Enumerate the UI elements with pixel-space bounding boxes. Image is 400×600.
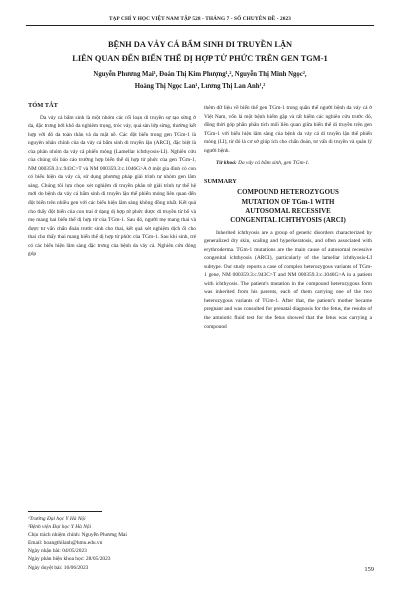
- abstract-paragraph: Da vảy cá bẩm sinh là một nhóm các rối loạn di truyền sự tạo sừng ở da, đặc trưng bởi khô da nghiêm trọng, tróc vảy, quá sản lớp sừng, thường kết hợp với đỏ da toàn thân và da mặt nề. Các đột biến trong gen TGm-1 là nguyên nhân chính của da vảy cá bẩm sinh di truyền lặn (ARCI), đặc biệt là của phân nhóm da vảy cá phiến mỏng (Lamellar ichthyosis-LI). Nghiên cứu của chúng tôi báo cáo trường hợp biến thể dị hợp tử phức của gen TGm-1, NM 000359.3:c.943C>T và NM 000359.3:c.1046G>A ở một gia đình có con có biểu hiện da vảy cá, sử dụng phương pháp giải trình tự nhóm gen lâm sàng. Chúng tôi lựa chọn xét nghiệm di truyền phân tử giải trình tự thế hệ mới do bệnh da vảy cá bẩm sinh di truyền lặn thể phiến mỏng liên quan đến đột biến trên nhiều gen với các biểu hiện lâm sàng không đồng nhất. Kết quả cho thấy đột biến của con trai ở dạng dị hợp tử phức được di truyền từ bố và mẹ mang hai biến thể dị hợp tử của TGm-1. Sau đó, người mẹ mang thai và được tư vấn chẩn đoán trước sinh cho thai, kết quả xét nghiệm dịch ối cho thai cho thấy thai mang biến thể dị hợp tử phức của TGm-1. Sau khi sinh, trẻ có các biểu hiện lâm sàng đặc trưng của bệnh da vảy cá. Nghiên cứu đóng góp: [28, 114, 196, 258]
- left-column: [28, 102, 196, 259]
- affiliation-2: ²Bệnh viện Đại học Y Hà Nội: [28, 524, 92, 531]
- article-title: [20, 38, 380, 66]
- responsible-author: Chịu trách nhiệm chính: Nguyễn Phương Mai: [28, 532, 127, 539]
- affiliation-1: ¹Trường Đại học Y Hà Nội: [28, 516, 86, 522]
- right-column: [204, 104, 372, 331]
- english-title-line-1: COMPOUND HETEROZYGOUS: [237, 189, 339, 197]
- english-title: [204, 188, 372, 225]
- author-list: [20, 69, 380, 93]
- keywords: [204, 159, 372, 168]
- date-reviewed: Ngày phản biện khoa học: 28/05/2023: [28, 556, 111, 563]
- english-title-line-4: CONGENITAL ICHTHYOSIS (ARCI): [230, 217, 346, 225]
- footnotes: [28, 515, 196, 572]
- journal-header: TẠP CHÍ Y HỌC VIỆT NAM TẬP 528 - THÁNG 7 - SỐ CHUYÊN ĐỀ - 2023: [109, 16, 291, 22]
- header-divider: [26, 25, 374, 26]
- author-line-2: Hoàng Thị Ngọc Lan¹, Lương Thị Lan Anh¹,²: [134, 83, 266, 90]
- abstract-continuation: thêm dữ liệu về biến thể gen TGm-1 trong quần thể người bệnh da vảy cá ở Việt Nam, vốn là một bệnh hiếm gặp và rất hiếm các nghiên cứu trước đó, đồng thời góp phần phân tích mối liên quan giữa biến thể di truyền trên gen TGm-1 với biểu hiện lâm sàng của bệnh da vảy cá di truyền lặn thể phiến mỏng (LI), từ đó là cơ sở giúp ích cho chẩn đoán, tư vấn di truyền và quản lý người bệnh.: [204, 105, 372, 154]
- footnote-divider: [28, 511, 102, 512]
- keywords-text: Da vảy cá bẩm sinh, gen TGm-1.: [238, 160, 310, 167]
- date-accepted: Ngày duyệt bài: 16/06/2023: [28, 564, 89, 571]
- summary-paragraph: Inherited ichthyosis are a group of genetic disorders characterized by generalized dry skin, scaling and hyperkeratosis, and often associated with erythroderma. TGm-1 mutations are the main cause of autosomal recessive congenital ichthyosis (ARCI), particularly of the lamellar ichthyosis-LI subtype. Our study reports a case of complex heterozygous variants of TGm-1 gene, NM 000359.3:c.943C>T and NM 000359.3:c.1046G>A in a patient with ichthyosis. The patient's mutation in the compound heterozygous form was inherited from his parents, each of them carrying one of the two heterozygous variants of TGm-1. After that, the patient's mother became pregnant and was consulted for prenatal diagnosis for the fetus, the results of the amniotic fluid test for the fetus showed that the fetus was carrying a compound: [204, 229, 372, 330]
- article-title-line-1: BỆNH DA VẢY CÁ BẨM SINH DI TRUYỀN LẶN: [107, 40, 293, 49]
- summary-heading: SUMMARY: [204, 177, 237, 185]
- keywords-label: Từ khoá:: [216, 160, 237, 167]
- date-received: Ngày nhận bài: 04/05/2023: [28, 548, 87, 555]
- english-title-line-3: AUTOSOMAL RECESSIVE: [245, 207, 331, 215]
- english-title-line-2: MUTATION OF TGm-1 WITH: [241, 198, 335, 206]
- author-line-1: Nguyễn Phương Mai¹, Đoàn Thị Kim Phượng¹,², Nguyễn Thị Minh Ngọc²,: [93, 71, 307, 78]
- article-title-line-2: LIÊN QUAN ĐẾN BIẾN THỂ DỊ HỢP TỬ PHỨC TRÊN GEN TGM-1: [72, 54, 328, 63]
- abstract-heading: TÓM TẮT: [28, 102, 58, 109]
- page-number: 159: [364, 566, 374, 573]
- contact-email: Email: hoangthilanh@hmu.edu.vn: [28, 540, 103, 547]
